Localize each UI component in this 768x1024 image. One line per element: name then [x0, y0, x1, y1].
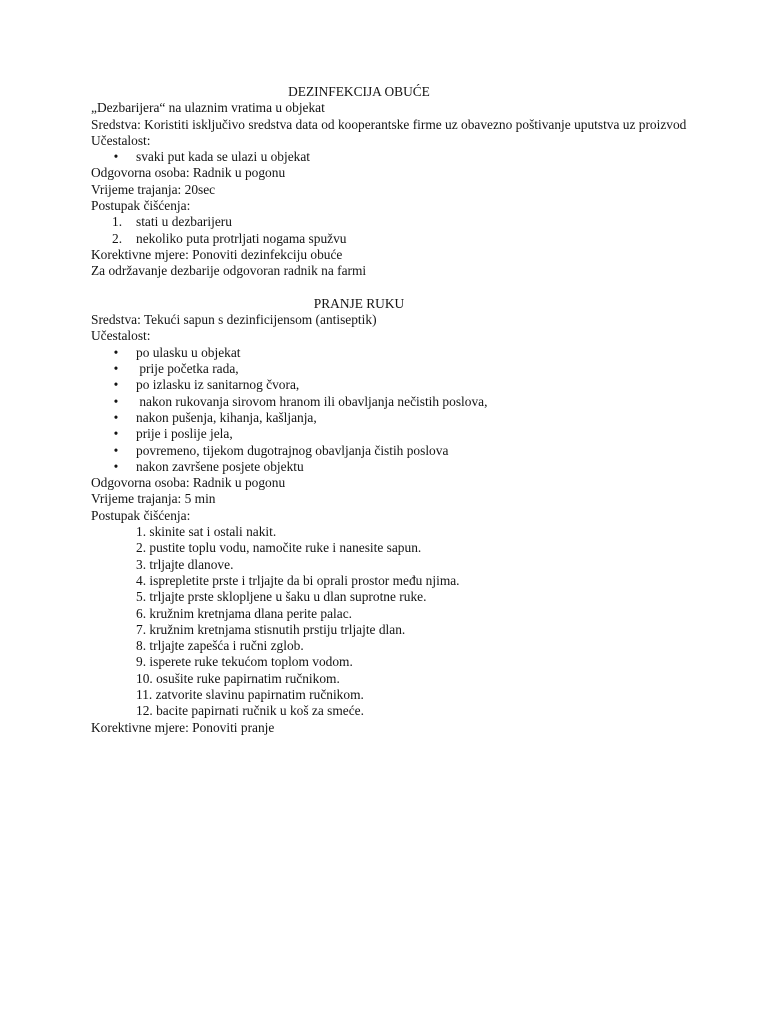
bullet-icon: • — [113, 409, 119, 425]
list-item — [91, 345, 711, 361]
list-item-text: nakon završene posjete objektu — [136, 458, 304, 474]
list-item: 10. osušite ruke papirnatim ručnikom. — [136, 670, 340, 686]
list-item — [91, 377, 711, 393]
list-item: 3. trljajte dlanove. — [136, 556, 234, 572]
list-item: 7. kružnim kretnjama stisnutih prstiju trljajte dlan. — [136, 621, 406, 637]
ucestalost-label: Učestalost: — [91, 132, 151, 148]
bullet-icon: • — [113, 426, 119, 442]
section-title-dezinfekcija: DEZINFEKCIJA OBUĆE — [288, 84, 430, 99]
list-number: 1. — [112, 214, 123, 230]
list-item: 9. isperete ruke tekućom toplom vodom. — [136, 654, 353, 670]
sredstva-text: Sredstva: Koristiti isključivo sredstva data od kooperantske firme uz obavezno poštivanje uputstva uz proizvod — [91, 116, 687, 132]
list-item: 5. trljajte prste sklopljene u šaku u dlan suprotne ruke. — [136, 589, 427, 605]
list-item — [91, 361, 711, 377]
list-item: 12. bacite papirnati ručnik u koš za smeće. — [136, 703, 364, 719]
list-item-text: prije početka rada, — [136, 361, 239, 377]
list-item: 6. kružnim kretnjama dlana perite palac. — [136, 605, 353, 621]
postupak-label: Postupak čišćenja: — [91, 198, 191, 214]
list-item-text: po ulasku u objekat — [136, 344, 241, 360]
bullet-icon: • — [113, 149, 119, 165]
bullet-icon: • — [113, 442, 119, 458]
odgovorna-osoba: Odgovorna osoba: Radnik u pogonu — [91, 475, 286, 491]
list-item-text: nakon rukovanja sirovom hranom ili obavljanja nečistih poslova, — [136, 393, 488, 409]
list-item — [91, 149, 711, 165]
list-item — [91, 426, 711, 442]
document-page — [91, 84, 711, 736]
odgovorna-osoba: Odgovorna osoba: Radnik u pogonu — [91, 165, 286, 181]
list-item-text: nakon pušenja, kihanja, kašljanja, — [136, 409, 317, 425]
ucestalost-label: Učestalost: — [91, 328, 151, 344]
list-item-text: nekoliko puta protrljati nogama spužvu — [136, 230, 347, 246]
postupak-label: Postupak čišćenja: — [91, 507, 191, 523]
list-item — [91, 394, 711, 410]
vrijeme-trajanja: Vrijeme trajanja: 5 min — [91, 491, 216, 507]
spacer — [91, 280, 711, 296]
sredstva-text: Sredstva: Tekući sapun s dezinficijensom (antiseptik) — [91, 312, 377, 328]
list-item-text: svaki put kada se ulazi u objekat — [136, 149, 311, 165]
korektivne-mjere: Korektivne mjere: Ponoviti dezinfekciju obuće — [91, 246, 343, 262]
bullet-icon: • — [113, 393, 119, 409]
bullet-icon: • — [113, 361, 119, 377]
list-item-text: povremeno, tijekom dugotrajnog obavljanja čistih poslova — [136, 442, 449, 458]
list-item-text: po izlasku iz sanitarnog čvora, — [136, 377, 300, 393]
korektivne-mjere: Korektivne mjere: Ponoviti pranje — [91, 719, 275, 735]
list-item — [91, 443, 711, 459]
list-item-text: stati u dezbarijeru — [136, 214, 232, 230]
odrzavanje-line: Za održavanje dezbarije odgovoran radnik na farmi — [91, 263, 367, 279]
vrijeme-trajanja: Vrijeme trajanja: 20sec — [91, 181, 216, 197]
list-item — [91, 231, 711, 247]
list-number: 2. — [112, 230, 123, 246]
bullet-icon: • — [113, 344, 119, 360]
list-item: 11. zatvorite slavinu papirnatim ručnikom. — [136, 686, 364, 702]
section-title-pranje-ruku: PRANJE RUKU — [313, 295, 405, 311]
list-item — [91, 214, 711, 230]
bullet-icon: • — [113, 458, 119, 474]
dezbarijera-line: „Dezbarijera“ na ulaznim vratima u objekat — [91, 100, 325, 116]
list-item — [91, 410, 711, 426]
list-item: 4. isprepletite prste i trljajte da bi oprali prostor među njima. — [136, 572, 460, 588]
bullet-icon: • — [113, 377, 119, 393]
list-item — [91, 459, 711, 475]
list-item-text: prije i poslije jela, — [136, 426, 233, 442]
list-item: 2. pustite toplu vodu, namočite ruke i nanesite sapun. — [136, 540, 422, 556]
list-item: 8. trljajte zapešća i ručni zglob. — [136, 638, 304, 654]
list-item: 1. skinite sat i ostali nakit. — [136, 524, 277, 540]
